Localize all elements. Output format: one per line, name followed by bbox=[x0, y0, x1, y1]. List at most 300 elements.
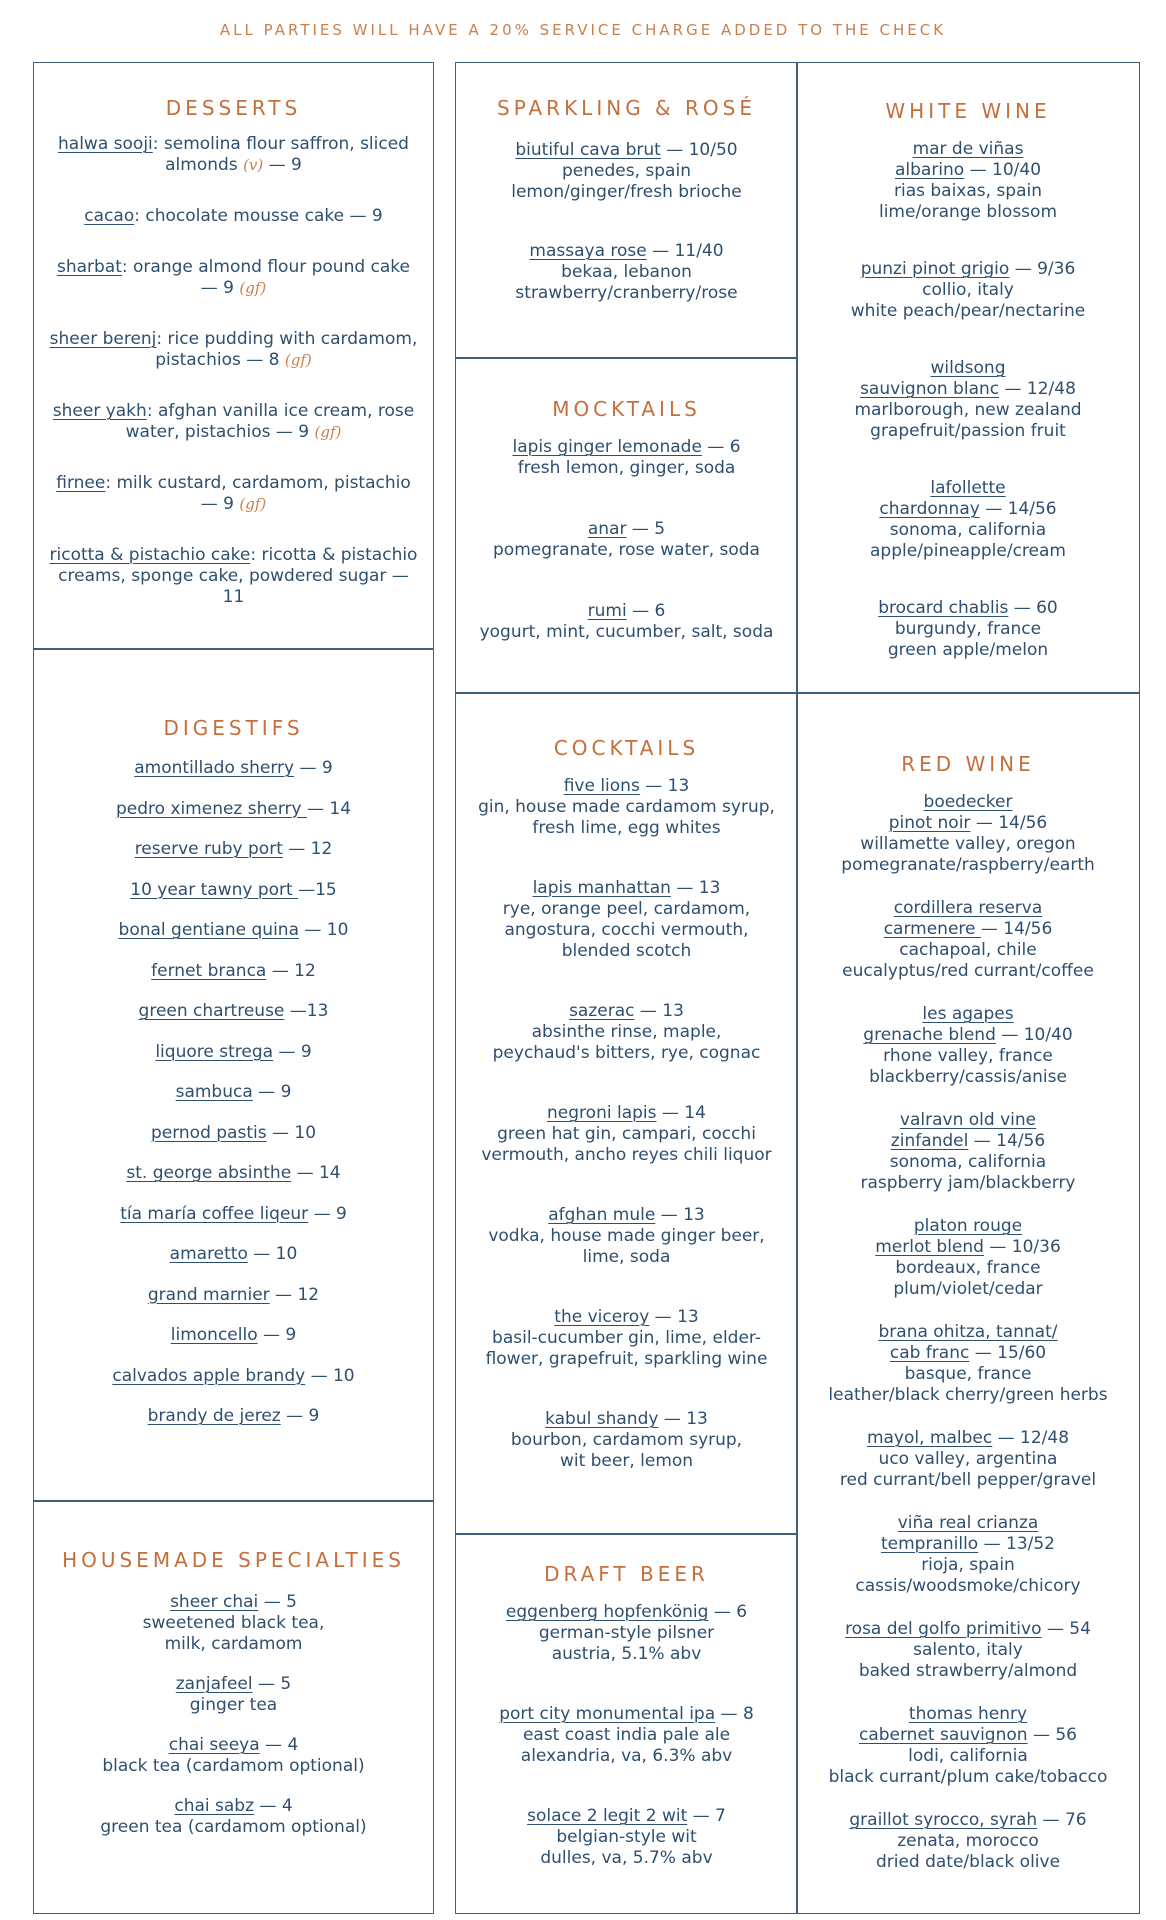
dessert-name: sharbat bbox=[56, 257, 122, 277]
red-wine-description: bordeaux, france bbox=[895, 1258, 1041, 1278]
specialty-name: chai seeya bbox=[168, 1735, 260, 1755]
digestif-name: amontillado sherry bbox=[134, 758, 295, 778]
digestif-item bbox=[40, 1204, 427, 1225]
white-wine-producer-line bbox=[800, 139, 1136, 160]
cocktail-description: blended scotch bbox=[561, 941, 692, 961]
dessert-item bbox=[40, 257, 427, 299]
red-wine-name: merlot blend bbox=[875, 1237, 984, 1257]
dessert-name: firnee bbox=[56, 473, 106, 493]
red-wine-item bbox=[800, 1810, 1136, 1873]
specialty-item bbox=[40, 1674, 427, 1716]
digestif-name: pernod pastis bbox=[150, 1122, 267, 1143]
red-wine-name-line bbox=[800, 1810, 1136, 1831]
digestif-price: — 10 bbox=[266, 1122, 317, 1143]
digestif-item bbox=[40, 920, 427, 941]
sparkling-item bbox=[460, 241, 793, 304]
beer-description: german-style pilsner bbox=[538, 1623, 715, 1643]
beer-description: east coast india pale ale bbox=[522, 1725, 731, 1745]
mocktails-list bbox=[460, 437, 793, 643]
red-wine-description: raspberry jam/blackberry bbox=[860, 1173, 1076, 1193]
digestif-name: green chartreuse bbox=[138, 1001, 285, 1021]
digestif-name: limoncello bbox=[170, 1325, 258, 1345]
red-wine-name-line bbox=[800, 1619, 1136, 1640]
white-wine-description: green apple/melon bbox=[887, 640, 1049, 660]
cocktail-description: peychaud's bitters, rye, cognac bbox=[492, 1043, 761, 1063]
digestif-item bbox=[40, 1285, 427, 1306]
cocktail-price: — 13 bbox=[639, 776, 690, 796]
dietary-tag: (gf) bbox=[314, 423, 342, 441]
white-wine-producer-line bbox=[800, 358, 1136, 379]
digestif-price: — 9 bbox=[252, 1082, 292, 1102]
digestif-item bbox=[40, 1244, 427, 1265]
specialty-name-line bbox=[40, 1735, 427, 1756]
specialty-description: black tea (cardamom optional) bbox=[102, 1756, 365, 1776]
sparkling-item bbox=[460, 140, 793, 203]
cocktail-name-line bbox=[460, 1205, 793, 1226]
dessert-description: : semolina flour saffron, sliced almonds bbox=[152, 134, 409, 175]
white-wine-item bbox=[800, 259, 1136, 322]
white-wine-list bbox=[800, 139, 1136, 661]
desserts-title: DESSERTS bbox=[165, 96, 302, 120]
cocktail-description: angostura, cocchi vermouth, bbox=[504, 920, 749, 940]
dietary-tag: (gf) bbox=[239, 279, 267, 297]
digestif-name: calvados apple brandy bbox=[112, 1365, 306, 1386]
sparkling-name-line bbox=[460, 140, 793, 161]
beer-item bbox=[460, 1704, 793, 1767]
red-wine-producer-line bbox=[800, 1513, 1136, 1534]
red-wine-name: pinot noir bbox=[888, 813, 971, 833]
white-wine-name-line bbox=[800, 499, 1136, 520]
dietary-tag: (v) bbox=[243, 156, 264, 174]
cocktail-name: negroni lapis bbox=[547, 1103, 657, 1123]
red-wine-name: cabernet sauvignon bbox=[858, 1725, 1028, 1745]
cocktail-item bbox=[460, 1205, 793, 1268]
white-wine-name: sauvignon blanc bbox=[860, 379, 1000, 399]
red-wine-item bbox=[800, 1216, 1136, 1300]
red-wine-name: mayol, malbec bbox=[866, 1428, 993, 1448]
red-wine-name: grenache blend bbox=[863, 1025, 996, 1045]
red-wine-price: — 14/56 bbox=[980, 919, 1053, 939]
red-wine-section bbox=[800, 752, 1136, 1895]
red-wine-item bbox=[800, 1110, 1136, 1194]
housemade-list bbox=[40, 1592, 427, 1838]
housemade-section bbox=[40, 1548, 427, 1857]
draft-beer-title: DRAFT BEER bbox=[544, 1562, 709, 1586]
cocktail-price: — 14 bbox=[656, 1103, 706, 1123]
red-wine-name-line bbox=[800, 1725, 1136, 1746]
sparkling-price: — 10/50 bbox=[660, 140, 738, 160]
digestif-item bbox=[40, 1082, 427, 1103]
beer-name: port city monumental ipa bbox=[499, 1704, 716, 1724]
beer-name-line bbox=[460, 1602, 793, 1623]
specialty-name: zanjafeel bbox=[175, 1674, 253, 1694]
dessert-item bbox=[40, 401, 427, 443]
sparkling-description: lemon/ginger/fresh brioche bbox=[511, 182, 742, 202]
red-wine-name-line bbox=[800, 1534, 1136, 1555]
red-wine-name-line bbox=[800, 1343, 1136, 1364]
beer-name-line bbox=[460, 1704, 793, 1725]
digestif-item bbox=[40, 961, 427, 982]
red-wine-name: carmenere bbox=[883, 919, 981, 939]
digestifs-section bbox=[40, 716, 427, 1447]
red-wine-name: cab franc bbox=[889, 1343, 970, 1363]
specialty-description: milk, cardamom bbox=[164, 1634, 303, 1654]
red-wine-description: cachapoal, chile bbox=[899, 940, 1037, 960]
red-wine-producer: valravn old vine bbox=[899, 1110, 1037, 1130]
beer-name: solace 2 legit 2 wit bbox=[527, 1806, 688, 1826]
specialty-price: — 4 bbox=[259, 1735, 299, 1755]
specialty-name-line bbox=[40, 1674, 427, 1695]
red-wine-description: cassis/woodsmoke/chicory bbox=[855, 1576, 1081, 1596]
draft-beer-list bbox=[460, 1602, 793, 1869]
digestif-price: — 14 bbox=[307, 798, 352, 819]
red-wine-producer-line bbox=[800, 1704, 1136, 1725]
beer-price: — 8 bbox=[715, 1704, 754, 1724]
digestif-price: — 9 bbox=[280, 1406, 320, 1426]
cocktail-item bbox=[460, 1409, 793, 1472]
beer-item bbox=[460, 1806, 793, 1869]
cocktails-list bbox=[460, 776, 793, 1472]
white-wine-description: grapefruit/passion fruit bbox=[870, 421, 1066, 441]
specialty-name-line bbox=[40, 1796, 427, 1817]
white-wine-name: brocard chablis bbox=[878, 598, 1009, 618]
dessert-item bbox=[40, 545, 427, 608]
cocktail-name: sazerac bbox=[569, 1001, 635, 1021]
digestif-item bbox=[40, 758, 427, 779]
digestif-item bbox=[40, 1123, 427, 1144]
cocktail-description: green hat gin, campari, cocchi bbox=[497, 1124, 756, 1144]
mocktail-name: lapis ginger lemonade bbox=[512, 437, 702, 457]
red-wine-item bbox=[800, 1704, 1136, 1788]
digestif-price: — 9 bbox=[257, 1325, 297, 1345]
digestif-price: — 10 bbox=[299, 920, 349, 940]
cocktail-name-line bbox=[460, 1001, 793, 1022]
digestif-price: — 12 bbox=[282, 839, 333, 859]
cocktail-description: fresh lime, egg whites bbox=[532, 818, 721, 838]
mocktails-section bbox=[460, 397, 793, 683]
white-wine-description: sonoma, california bbox=[889, 520, 1047, 540]
digestif-price: — 12 bbox=[269, 1284, 320, 1305]
digestifs-title: DIGESTIFS bbox=[163, 716, 304, 740]
beer-item bbox=[460, 1602, 793, 1665]
mocktail-name-line bbox=[460, 437, 793, 458]
dessert-item bbox=[40, 206, 427, 227]
dessert-name: sheer yakh bbox=[52, 401, 147, 421]
dessert-name: ricotta & pistachio cake bbox=[49, 545, 251, 565]
digestif-item bbox=[40, 880, 427, 901]
red-wine-price: — 15/60 bbox=[969, 1343, 1047, 1363]
white-wine-producer: wildsong bbox=[930, 358, 1006, 378]
specialty-name: sheer chai bbox=[170, 1592, 259, 1612]
digestif-item bbox=[40, 1163, 427, 1184]
digestif-price: — 9 bbox=[273, 1041, 312, 1062]
red-wine-price: — 56 bbox=[1027, 1725, 1078, 1745]
digestif-item bbox=[40, 1042, 427, 1063]
red-wine-description: blackberry/cassis/anise bbox=[869, 1067, 1067, 1087]
dessert-name: cacao bbox=[84, 206, 135, 226]
dessert-item bbox=[40, 134, 427, 176]
mocktail-price: — 5 bbox=[626, 519, 666, 539]
red-wine-description: willamette valley, oregon bbox=[860, 834, 1076, 854]
white-wine-description: burgundy, france bbox=[894, 619, 1042, 639]
white-wine-name: albarino bbox=[894, 160, 965, 180]
sparkling-title: SPARKLING & ROSÉ bbox=[497, 96, 756, 120]
dessert-item bbox=[40, 473, 427, 515]
red-wine-item bbox=[800, 792, 1136, 876]
cocktail-name: kabul shandy bbox=[545, 1409, 659, 1429]
beer-description: dulles, va, 5.7% abv bbox=[540, 1848, 713, 1868]
digestif-name: bonal gentiane quina bbox=[118, 920, 299, 940]
digestif-price: — 9 bbox=[308, 1203, 347, 1224]
digestif-price: —15 bbox=[298, 879, 337, 900]
red-wine-description: red currant/bell pepper/gravel bbox=[839, 1470, 1097, 1490]
red-wine-description: black currant/plum cake/tobacco bbox=[828, 1767, 1108, 1787]
mocktail-description: pomegranate, rose water, soda bbox=[493, 540, 760, 560]
white-wine-section bbox=[800, 99, 1136, 697]
red-wine-price: — 10/36 bbox=[983, 1237, 1061, 1257]
red-wine-producer: les agapes bbox=[922, 1004, 1014, 1024]
digestif-name: pedro ximenez sherry bbox=[115, 798, 307, 819]
white-wine-item bbox=[800, 478, 1136, 562]
white-wine-title: WHITE WINE bbox=[885, 99, 1051, 123]
white-wine-description: collio, italy bbox=[922, 280, 1014, 300]
red-wine-item bbox=[800, 1428, 1136, 1491]
specialty-price: — 5 bbox=[258, 1592, 297, 1612]
white-wine-producer: mar de viñas bbox=[912, 139, 1024, 159]
digestif-price: — 10 bbox=[305, 1365, 355, 1386]
mocktail-item bbox=[460, 519, 793, 561]
red-wine-producer: cordillera reserva bbox=[893, 898, 1043, 918]
red-wine-name-line bbox=[800, 919, 1136, 940]
red-wine-price: — 13/52 bbox=[978, 1534, 1056, 1554]
mocktail-item bbox=[460, 437, 793, 479]
red-wine-producer: thomas henry bbox=[908, 1704, 1028, 1724]
cocktail-item bbox=[460, 1307, 793, 1370]
red-wine-producer: viña real crianza bbox=[897, 1513, 1039, 1533]
digestif-item bbox=[40, 799, 427, 820]
white-wine-description: marlborough, new zealand bbox=[854, 400, 1082, 420]
digestif-price: — 9 bbox=[294, 758, 333, 778]
red-wine-item bbox=[800, 1322, 1136, 1406]
sparkling-description: strawberry/cranberry/rose bbox=[515, 283, 738, 303]
cocktail-description: vermouth, ancho reyes chili liquor bbox=[481, 1145, 772, 1165]
mocktail-description: fresh lemon, ginger, soda bbox=[517, 458, 736, 478]
cocktail-description: vodka, house made ginger beer, bbox=[488, 1226, 765, 1246]
white-wine-description: white peach/pear/nectarine bbox=[850, 301, 1086, 321]
digestif-name: tía maría coffee liqeur bbox=[120, 1203, 309, 1224]
digestif-name: st. george absinthe bbox=[126, 1163, 292, 1183]
cocktail-name-line bbox=[460, 1103, 793, 1124]
cocktail-description: bourbon, cardamom syrup, bbox=[510, 1430, 743, 1450]
dessert-price: — 9 bbox=[263, 155, 302, 175]
red-wine-description: dried date/black olive bbox=[875, 1852, 1061, 1872]
red-wine-description: pomegranate/raspberry/earth bbox=[841, 855, 1095, 875]
white-wine-price: — 10/40 bbox=[964, 160, 1042, 180]
red-wine-list bbox=[800, 792, 1136, 1873]
specialty-price: — 4 bbox=[254, 1796, 293, 1816]
red-wine-producer: platon rouge bbox=[913, 1216, 1023, 1236]
dietary-tag: (gf) bbox=[239, 495, 267, 513]
red-wine-description: rioja, spain bbox=[921, 1555, 1015, 1575]
mocktail-name-line bbox=[460, 601, 793, 622]
sparkling-name: biutiful cava brut bbox=[515, 140, 661, 160]
cocktail-price: — 13 bbox=[658, 1409, 708, 1429]
digestif-name: 10 year tawny port bbox=[130, 879, 299, 900]
digestif-name: brandy de jerez bbox=[147, 1406, 281, 1426]
specialty-price: — 5 bbox=[252, 1674, 292, 1694]
beer-name-line bbox=[460, 1806, 793, 1827]
dietary-tag: (gf) bbox=[284, 351, 312, 369]
cocktail-description: lime, soda bbox=[582, 1247, 671, 1267]
red-wine-item bbox=[800, 1619, 1136, 1682]
digestif-name: reserve ruby port bbox=[134, 839, 283, 859]
red-wine-description: leather/black cherry/green herbs bbox=[828, 1385, 1108, 1405]
white-wine-name-line bbox=[800, 259, 1136, 280]
specialty-description: sweetened black tea, bbox=[142, 1613, 325, 1633]
red-wine-name-line bbox=[800, 1237, 1136, 1258]
red-wine-price: — 76 bbox=[1037, 1810, 1087, 1830]
digestif-price: — 10 bbox=[247, 1244, 298, 1264]
cocktail-description: wit beer, lemon bbox=[559, 1451, 694, 1471]
dessert-description: : afghan vanilla ice cream, rose water, pistachios — 9 bbox=[125, 401, 415, 442]
white-wine-name: chardonnay bbox=[879, 499, 980, 519]
sparkling-description: penedes, spain bbox=[562, 161, 691, 181]
dessert-description: : chocolate mousse cake — 9 bbox=[134, 206, 383, 226]
cocktail-price: — 13 bbox=[649, 1307, 699, 1327]
housemade-title: HOUSEMADE SPECIALTIES bbox=[62, 1548, 405, 1572]
cocktail-price: — 13 bbox=[655, 1205, 705, 1225]
sparkling-section bbox=[460, 96, 793, 342]
red-wine-price: — 14/56 bbox=[968, 1131, 1046, 1151]
white-wine-price: — 12/48 bbox=[999, 379, 1076, 399]
cocktail-item bbox=[460, 776, 793, 839]
red-wine-description: lodi, california bbox=[908, 1746, 1028, 1766]
red-wine-name: rosa del golfo primitivo bbox=[845, 1619, 1042, 1639]
desserts-list bbox=[40, 134, 427, 608]
cocktail-item bbox=[460, 1001, 793, 1064]
red-wine-item bbox=[800, 1004, 1136, 1088]
digestif-item bbox=[40, 1366, 427, 1387]
white-wine-item bbox=[800, 598, 1136, 661]
digestifs-list bbox=[40, 758, 427, 1427]
digestif-price: —13 bbox=[284, 1001, 329, 1021]
digestif-item bbox=[40, 1406, 427, 1427]
beer-price: — 6 bbox=[708, 1602, 748, 1622]
red-wine-price: — 12/48 bbox=[992, 1428, 1070, 1448]
mocktail-price: — 6 bbox=[626, 601, 666, 621]
white-wine-price: — 9/36 bbox=[1009, 259, 1076, 279]
digestif-price: — 12 bbox=[266, 960, 316, 981]
white-wine-price: — 14/56 bbox=[979, 499, 1057, 519]
dessert-name: sheer berenj bbox=[49, 329, 157, 349]
red-wine-price: — 10/40 bbox=[995, 1025, 1073, 1045]
cocktail-name: the viceroy bbox=[554, 1307, 650, 1327]
sparkling-name-line bbox=[460, 241, 793, 262]
red-wine-description: basque, france bbox=[904, 1364, 1032, 1384]
specialty-description: green tea (cardamom optional) bbox=[100, 1817, 367, 1837]
red-wine-name: tempranillo bbox=[880, 1534, 979, 1554]
cocktail-description: gin, house made cardamom syrup, bbox=[478, 797, 775, 817]
cocktail-price: — 13 bbox=[634, 1001, 684, 1021]
digestif-name: grand marnier bbox=[147, 1284, 270, 1305]
red-wine-name-line bbox=[800, 1428, 1136, 1449]
cocktail-name-line bbox=[460, 776, 793, 797]
specialty-item bbox=[40, 1592, 427, 1655]
white-wine-description: apple/pineapple/cream bbox=[870, 541, 1066, 561]
white-wine-description: lime/orange blossom bbox=[878, 202, 1058, 222]
red-wine-item bbox=[800, 1513, 1136, 1597]
red-wine-item bbox=[800, 898, 1136, 982]
service-charge-notice: ALL PARTIES WILL HAVE A 20% SERVICE CHARGE ADDED TO THE CHECK bbox=[219, 21, 947, 39]
red-wine-producer-line bbox=[800, 898, 1136, 919]
dessert-description: : orange almond flour pound cake — 9 bbox=[121, 257, 411, 298]
cocktail-description: absinthe rinse, maple, bbox=[531, 1022, 722, 1042]
digestif-item bbox=[40, 1325, 427, 1346]
dessert-item bbox=[40, 329, 427, 371]
red-wine-name: zinfandel bbox=[890, 1131, 969, 1151]
cocktail-price: — 13 bbox=[670, 878, 721, 898]
red-wine-producer: brana ohitza, tannat/ bbox=[878, 1322, 1058, 1342]
digestif-name: liquore strega bbox=[155, 1041, 274, 1062]
dessert-description: : rice pudding with cardamom, pistachios — 8 bbox=[155, 329, 418, 370]
red-wine-producer-line bbox=[800, 1110, 1136, 1131]
cocktail-description: basil-cucumber gin, lime, elder- bbox=[492, 1328, 761, 1348]
white-wine-name: punzi pinot grigio bbox=[860, 259, 1010, 279]
cocktail-name: afghan mule bbox=[548, 1205, 656, 1225]
draft-beer-section bbox=[460, 1562, 793, 1908]
cocktail-description: flower, grapefruit, sparkling wine bbox=[485, 1349, 768, 1369]
sparkling-name: massaya rose bbox=[529, 241, 647, 261]
specialty-item bbox=[40, 1796, 427, 1838]
red-wine-name-line bbox=[800, 1131, 1136, 1152]
red-wine-description: zenata, morocco bbox=[897, 1831, 1039, 1851]
mocktail-name: anar bbox=[587, 519, 627, 539]
specialty-name: chai sabz bbox=[174, 1796, 255, 1816]
beer-price: — 7 bbox=[687, 1806, 726, 1826]
dessert-name: halwa sooji bbox=[58, 134, 153, 154]
red-wine-description: baked strawberry/almond bbox=[858, 1661, 1078, 1681]
white-wine-producer-line bbox=[800, 478, 1136, 499]
red-wine-producer-line bbox=[800, 1322, 1136, 1343]
digestif-item bbox=[40, 839, 427, 860]
red-wine-producer: boedecker bbox=[923, 792, 1013, 812]
red-wine-producer-line bbox=[800, 1216, 1136, 1237]
mocktail-item bbox=[460, 601, 793, 643]
specialty-description: ginger tea bbox=[189, 1695, 278, 1715]
red-wine-producer-line bbox=[800, 1004, 1136, 1025]
cocktails-title: COCKTAILS bbox=[553, 736, 700, 760]
red-wine-price: — 54 bbox=[1041, 1619, 1091, 1639]
mocktail-price: — 6 bbox=[701, 437, 741, 457]
sparkling-list bbox=[460, 140, 793, 304]
beer-name: eggenberg hopfenkönig bbox=[505, 1602, 709, 1622]
white-wine-name-line bbox=[800, 598, 1136, 619]
dessert-description: : milk custard, cardamom, pistachio — 9 bbox=[105, 473, 411, 514]
digestif-item bbox=[40, 1001, 427, 1022]
digestif-name: sambuca bbox=[175, 1082, 253, 1102]
cocktail-item bbox=[460, 878, 793, 962]
cocktail-name: lapis manhattan bbox=[532, 878, 671, 898]
mocktail-name-line bbox=[460, 519, 793, 540]
specialty-item bbox=[40, 1735, 427, 1777]
white-wine-name-line bbox=[800, 379, 1136, 400]
white-wine-item bbox=[800, 358, 1136, 442]
red-wine-description: uco valley, argentina bbox=[878, 1449, 1058, 1469]
beer-description: austria, 5.1% abv bbox=[551, 1644, 702, 1664]
cocktail-name-line bbox=[460, 878, 793, 899]
mocktail-description: yogurt, mint, cucumber, salt, soda bbox=[479, 622, 774, 642]
white-wine-description: rias baixas, spain bbox=[893, 181, 1043, 201]
